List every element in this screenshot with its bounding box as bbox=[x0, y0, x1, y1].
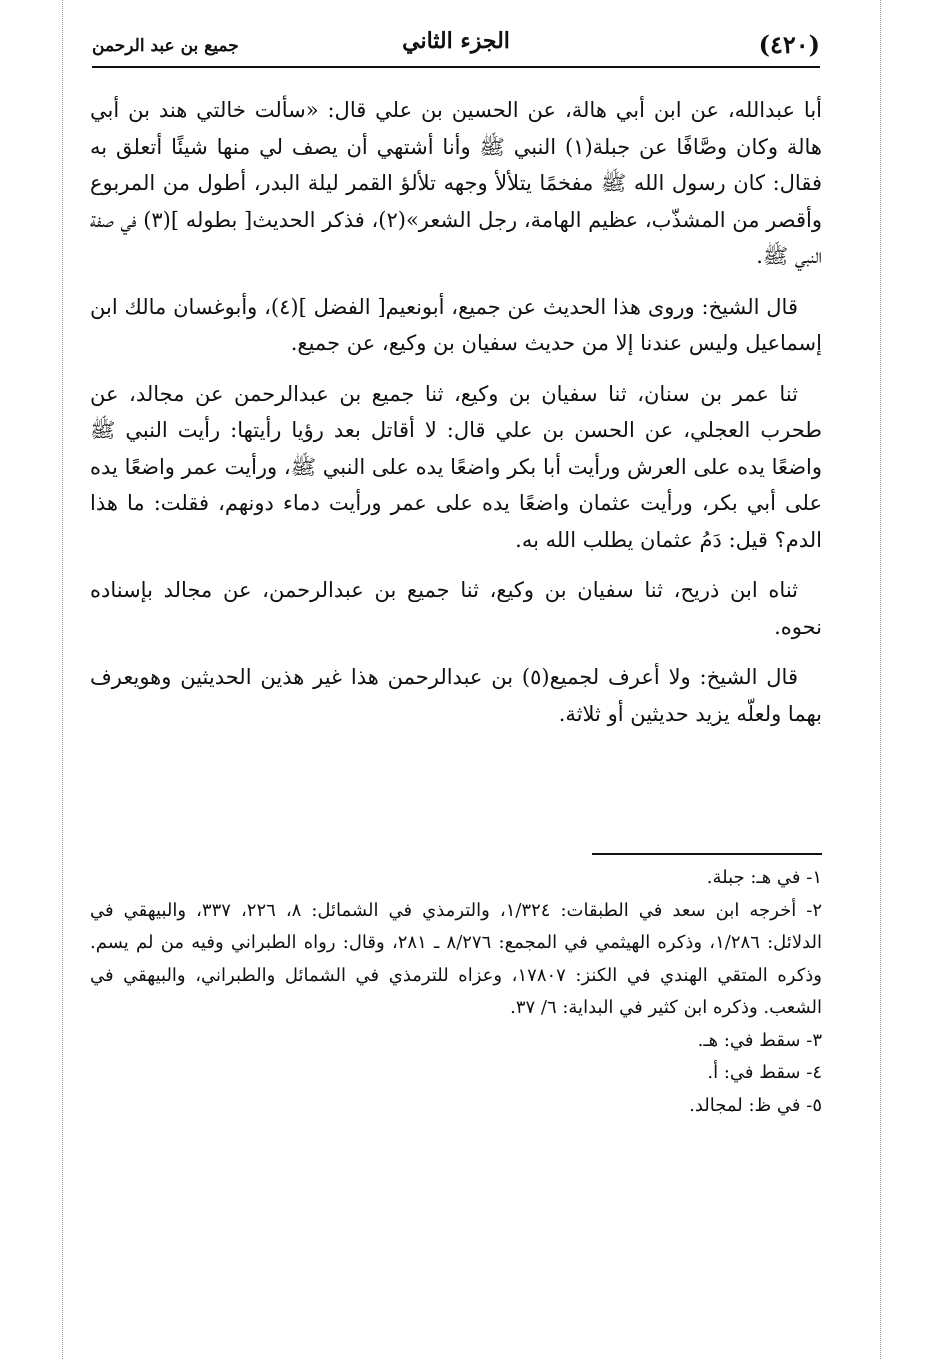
scan-edge-right bbox=[880, 0, 881, 1359]
paragraph-2: قال الشيخ: وروى هذا الحديث عن جميع، أبونعيم[ الفضل ](٤)، وأبوغسان مالك ابن إسماعيل وليس عندنا إلا من حديث سفيان بن وكيع، عن جميع. bbox=[90, 294, 822, 355]
scan-edge-left bbox=[62, 0, 63, 1359]
volume-title: الجزء الثاني bbox=[402, 28, 510, 54]
footnote-3: ٣- سقط في: هـ. bbox=[697, 1029, 822, 1051]
header-rule bbox=[92, 66, 820, 68]
footnote-4: ٤- سقط في: أ. bbox=[707, 1062, 822, 1083]
footnote-rule bbox=[592, 853, 822, 855]
footnote-5: ٥- في ظ: لمجالد. bbox=[689, 1094, 822, 1116]
running-title: جميع بن عبد الرحمن bbox=[92, 36, 239, 56]
paragraph-4: ثناه ابن ذريح، ثنا سفيان بن وكيع، ثنا جميع بن عبدالرحمن، عن مجالد بإسناده نحوه. bbox=[90, 578, 822, 639]
footnotes bbox=[90, 862, 822, 1122]
paragraph-3: ثنا عمر بن سنان، ثنا سفيان بن وكيع، ثنا جميع بن عبدالرحمن عن مجالد، عن طحرب العجلي، عن الحسن بن علي قال: لا أقاتل بعد رؤيا رأيتها: رأيت النبي ﷺ واضعًا يده على العرش ورأيت أبا بكر واضعًا يده على النبي ﷺ، ورأيت عمر واضعًا يده على أبي بكر، ورأيت عثمان واضعًا يده على عمر ورأيت دماء دونهم، فقلت: ما هذا الدم؟ قيل: دَمُ عثمان يطلب الله به. bbox=[90, 381, 823, 552]
footnote-1: ١- في هـ: جبلة. bbox=[706, 867, 822, 888]
footnote-2: ٢- أخرجه ابن سعد في الطبقات: ١/٣٢٤، والترمذي في الشمائل: ٨، ٢٢٦، ٣٣٧، والبيهقي في الدلائل: ١/٢٨٦، وذكره الهيثمي في المجمع: ٨/٢٧٦ ـ ٢٨١، وقال: رواه الطبراني وفيه من لم يسم. وذكره المتقي الهندي في الكنز: ١٧٨٠٧، وعزاه للترمذي في الشمائل والطبراني، والبيهقي في الشعب. وذكره ابن كثير في البداية: ٦/ ٣٧. bbox=[90, 899, 823, 1018]
paragraph-5: قال الشيخ: ولا أعرف لجميع(٥) بن عبدالرحمن هذا غير هذين الحديثين وهويعرف بهما ولعلّه يزيد حديثين أو ثلاثة. bbox=[90, 665, 822, 726]
page-header bbox=[92, 26, 820, 66]
page-number: (٤٢٠) bbox=[758, 30, 820, 59]
paragraph-1: أبا عبدالله، عن ابن أبي هالة، عن الحسين بن علي قال: «سألت خالتي هند بن أبي هالة وكان وصَّافًا عن جبلة(١) النبي ﷺ وأنا أشتهي أن يصف لي منها شيئًا أتعلق به فقال: كان رسول الله ﷺ مفخمًا يتلألأ وجهه تلألؤ القمر ليلة البدر، أطول من المربوع وأقصر من المشذّب، عظيم الهامة، رجل الشعر»(٢)، فذكر الحديث[ بطوله ](٣) في صفة النبي ﷺ. bbox=[90, 98, 822, 268]
main-text bbox=[90, 92, 822, 746]
